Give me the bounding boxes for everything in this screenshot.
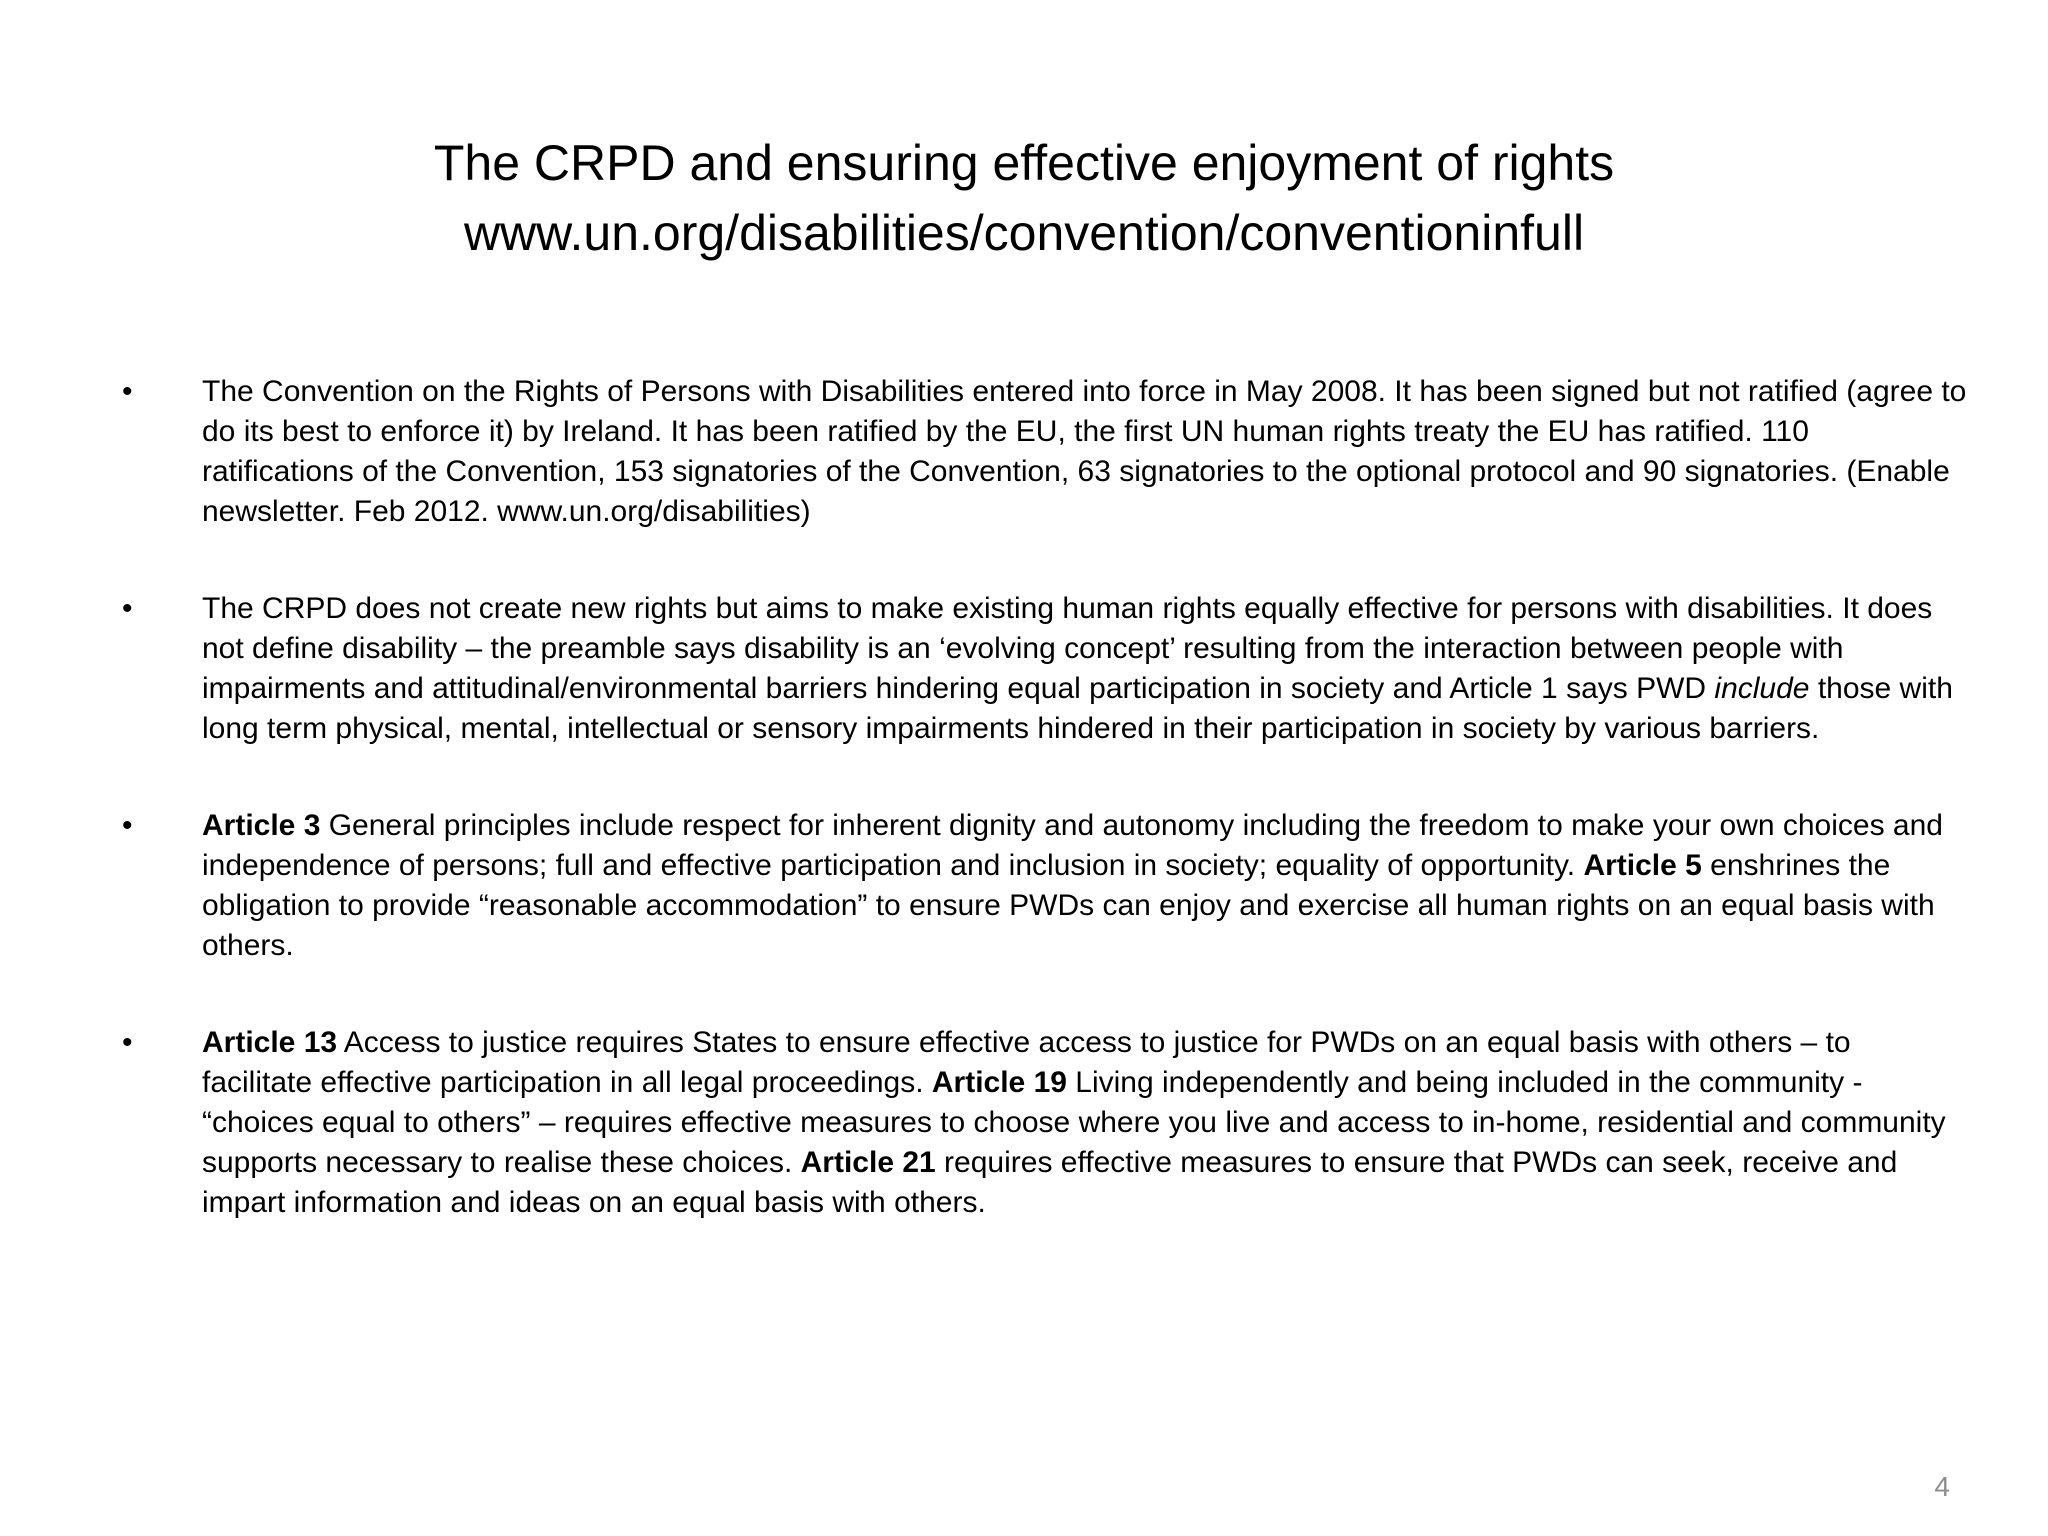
article-19-label: Article 19 — [931, 1066, 1067, 1099]
bullet-text — [202, 809, 1943, 962]
bullet-item-convention-status — [118, 372, 1968, 532]
bullet-icon: • — [122, 375, 133, 408]
article-5-label: Article 5 — [1583, 849, 1702, 882]
bullet-item-articles-3-5 — [118, 806, 1968, 966]
slide-title-url: www.un.org/disabilities/convention/conventioninfull — [463, 205, 1585, 261]
bullet-text-segment: General principles include respect for inherent dignity and autonomy including the freedom to make your own choices and independence of persons; full and effective participation and inclusion in society; equality of opportunity. — [202, 809, 1943, 882]
bullet-text-segment: enshrines the obligation to provide “reasonable accommodation” to ensure PWDs can enjoy and exercise all human rights on an equal basis with others. — [202, 849, 1935, 962]
bullet-text — [202, 1026, 1946, 1219]
bullet-text-segment: those with long term physical, mental, intellectual or sensory impairments hindered in their participation in society by various barriers. — [202, 672, 1953, 745]
bullet-text-segment: The CRPD does not create new rights but aims to make existing human rights equally effective for persons with disabilities. It does not define disability – the preamble says disability is an ‘evolving concept’ resulting from the interaction between people with impairments and attitudinal/environmental barriers hindering equal participation in society and Article 1 says PWD — [202, 592, 1933, 705]
bullet-text-segment: The Convention on the Rights of Persons with Disabilities entered into force in May 2008. It has been signed but not ratified (agree to do its best to enforce it) by Ireland. It has been ratified by the EU, the first UN human rights treaty the EU has ratified. 110 ratifications of the Convention, 153 signatories of the Convention, 63 signatories to the optional protocol and 90 signatories. (Enable newsletter. Feb 2012. www.un.org/disabilities) — [202, 375, 1967, 528]
article-13-label: Article 13 — [202, 1026, 338, 1059]
article-3-label: Article 3 — [202, 809, 321, 842]
bullet-text — [202, 592, 1953, 745]
bullet-list — [118, 372, 1968, 1223]
bullet-icon: • — [122, 1026, 133, 1059]
bullet-text-segment: Access to justice requires States to ensure effective access to justice for PWDs on an equal basis with others – to facilitate effective participation in all legal proceedings. — [202, 1026, 1851, 1099]
emphasis-include: include — [1714, 672, 1810, 705]
bullet-text-segment: requires effective measures to ensure that PWDs can seek, receive and impart information and ideas on an equal basis with others. — [202, 1146, 1898, 1219]
bullet-icon: • — [122, 592, 133, 625]
slide-title — [0, 128, 2048, 268]
article-21-label: Article 21 — [800, 1146, 936, 1179]
bullet-text — [202, 375, 1966, 528]
bullet-item-disability-definition — [118, 589, 1968, 749]
slide-title-line-1: The CRPD and ensuring effective enjoyment of rights — [433, 135, 1615, 191]
page-number: 4 — [1934, 1471, 1950, 1502]
bullet-item-articles-13-19-21 — [118, 1023, 1968, 1223]
bullet-text-segment: Living independently and being included in the community - “choices equal to others” – requires effective measures to choose where you live and access to in-home, residential and community supports necessary to realise these choices. — [202, 1066, 1946, 1179]
bullet-icon: • — [122, 809, 133, 842]
